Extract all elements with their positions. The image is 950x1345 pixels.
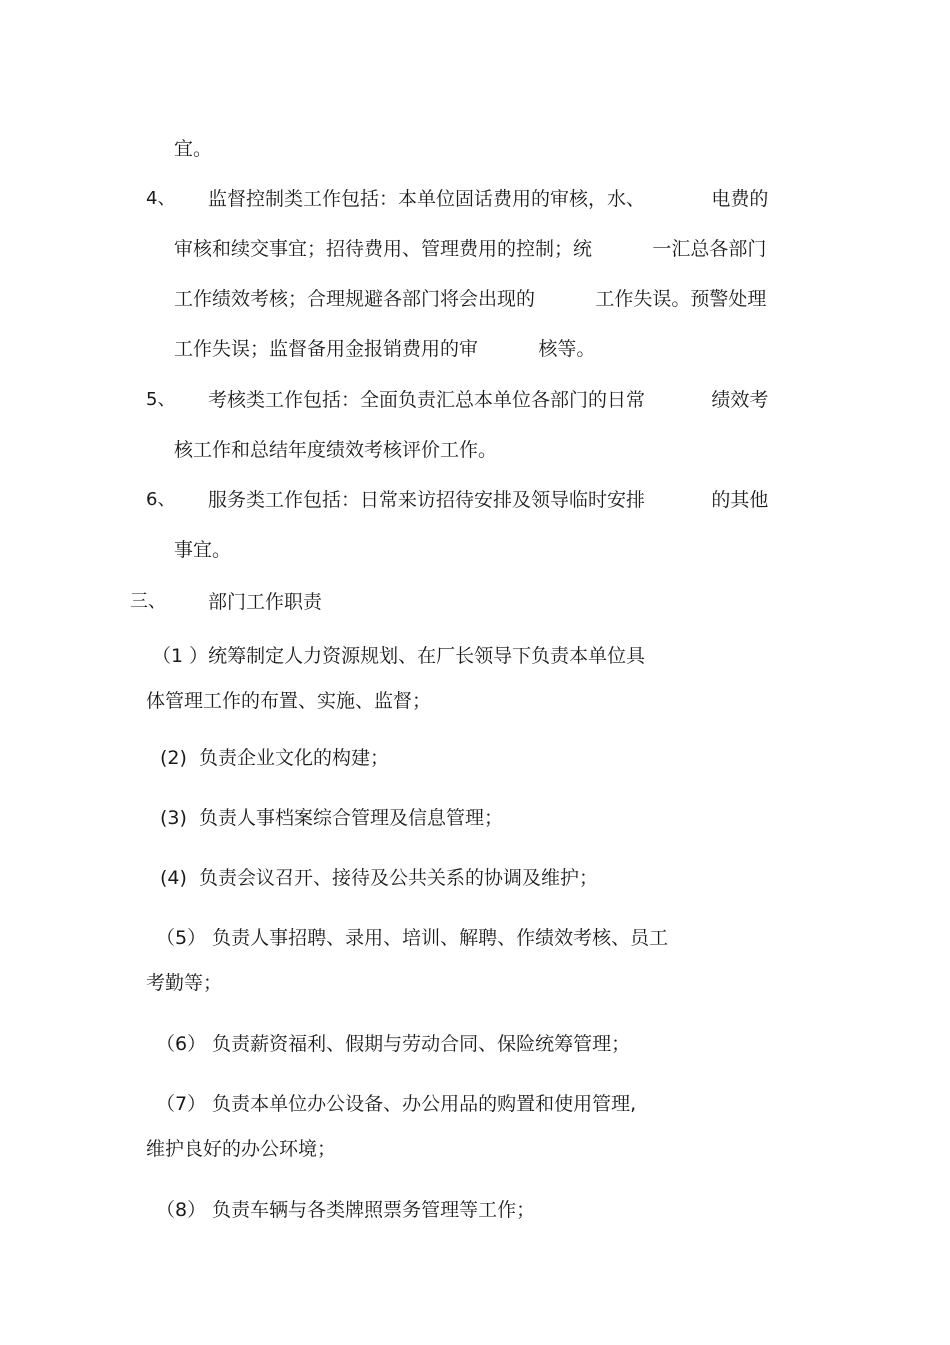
text-line: 事宜。 xyxy=(174,539,232,561)
text-line: 审核和续交事宜；招待费用、管理费用的控制；统 一汇总各部门 xyxy=(174,238,767,260)
text-line: （6） 负责薪资福利、假期与劳动合同、保险统筹管理； xyxy=(156,1033,631,1055)
text-line: 体管理工作的布置、实施、监督； xyxy=(146,690,432,712)
section-number: 三、 xyxy=(130,591,166,612)
text-line: （5） 负责人事招聘、录用、培训、解聘、作绩效考核、员工 xyxy=(156,927,669,949)
section-heading: 部门工作职责 xyxy=(208,591,323,613)
text-line: 考勤等； xyxy=(146,972,223,994)
text-line: 考核类工作包括：全面负责汇总本单位各部门的日常 绩效考 xyxy=(208,389,769,411)
text-line: (4) 负责会议召开、接待及公共关系的协调及维护； xyxy=(160,867,598,889)
item-number: 5、 xyxy=(146,389,176,410)
text-line: (2) 负责企业文化的构建； xyxy=(160,747,389,769)
text-line: 维护良好的办公环境； xyxy=(146,1138,337,1160)
item-number: 4、 xyxy=(146,188,176,209)
text-line: （8） 负责车辆与各类牌照票务管理等工作； xyxy=(156,1199,536,1221)
text-line: 工作失误；监督备用金报销费用的审 核等。 xyxy=(174,338,596,360)
text-line: 服务类工作包括：日常来访招待安排及领导临时安排 的其他 xyxy=(208,489,769,511)
text-line: (3) 负责人事档案综合管理及信息管理； xyxy=(160,807,503,829)
text-line: 宜。 xyxy=(174,138,213,160)
text-line: 监督控制类工作包括：本单位固话费用的审核，水、 电费的 xyxy=(208,188,769,210)
item-number: 6、 xyxy=(146,489,176,510)
text-line: （7） 负责本单位办公设备、办公用品的购置和使用管理, xyxy=(156,1093,637,1115)
text-line: 核工作和总结年度绩效考核评价工作。 xyxy=(174,439,498,461)
text-line: 工作绩效考核；合理规避各部门将会出现的 工作失误。预警处理 xyxy=(174,288,767,310)
text-line: （1 ）统筹制定人力资源规划、在厂长领导下负责本单位具 xyxy=(152,645,646,667)
